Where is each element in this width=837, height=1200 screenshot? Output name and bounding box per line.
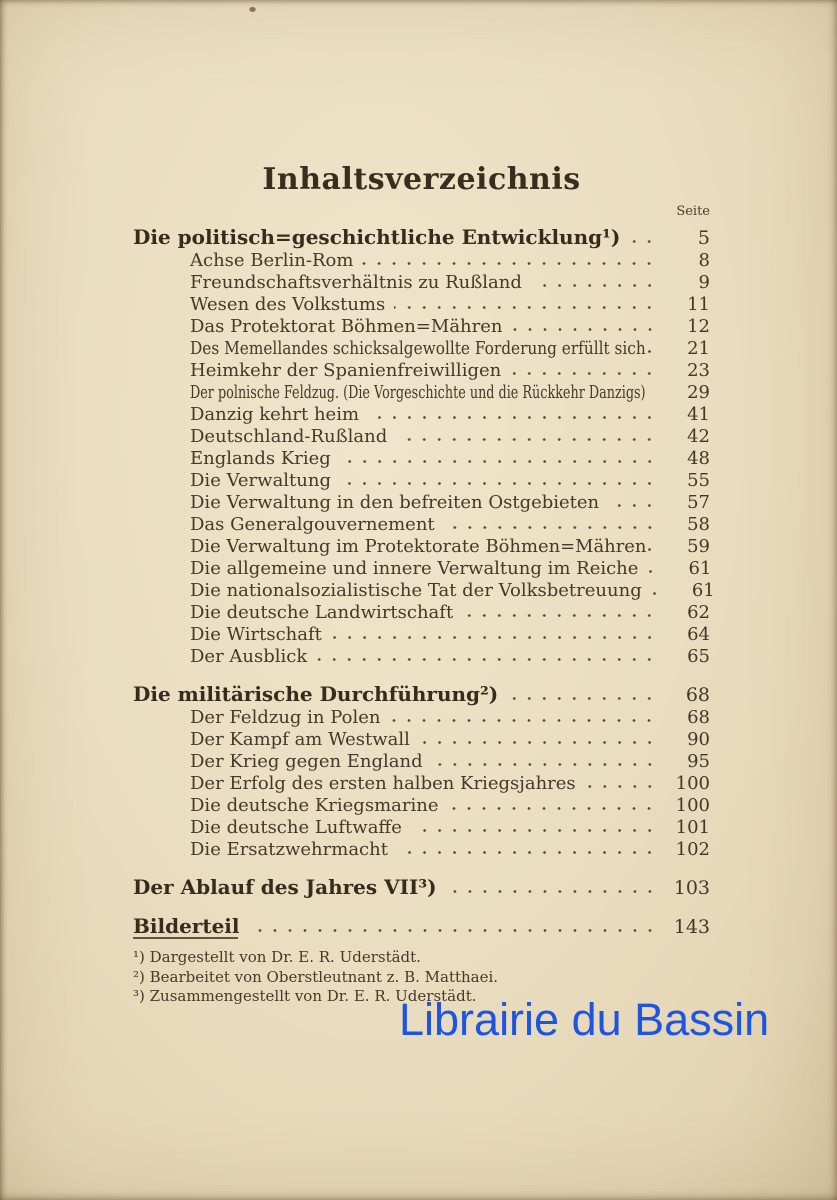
dot-leader bbox=[646, 338, 658, 360]
toc-row bbox=[133, 681, 710, 707]
toc-entry-page: 8 bbox=[698, 250, 710, 271]
toc-entry-page: 61 bbox=[688, 558, 712, 579]
toc-row bbox=[133, 580, 715, 602]
toc-entry-label: Der Erfolg des ersten halben Kriegsjahres bbox=[190, 773, 576, 794]
footnote: ²) Bearbeitet von Oberstleutnant z. B. Matthaei. bbox=[133, 967, 499, 986]
dot-leader bbox=[340, 448, 658, 470]
toc-entry-label: Die deutsche Landwirtschaft bbox=[190, 602, 454, 623]
toc-row bbox=[133, 624, 710, 646]
toc-row bbox=[133, 874, 710, 900]
toc-entry-label: Heimkehr der Spanienfreiwilligen bbox=[190, 360, 502, 381]
toc-entry-label: Das Protektorat Böhmen=Mähren bbox=[190, 316, 503, 337]
toc-entry-page: 62 bbox=[687, 602, 710, 623]
toc-entry-page: 59 bbox=[687, 536, 710, 557]
toc-entry-page: 29 bbox=[687, 382, 710, 403]
toc-row bbox=[133, 448, 710, 470]
toc-entry-page: 9 bbox=[698, 272, 710, 293]
dot-leader bbox=[608, 492, 658, 514]
toc-entry-page: 12 bbox=[687, 316, 710, 337]
toc-row bbox=[133, 382, 710, 404]
toc-entry-label: Die deutsche Luftwaffe bbox=[190, 817, 402, 838]
toc-entry-page: 68 bbox=[685, 684, 710, 706]
dot-leader bbox=[316, 646, 658, 668]
dot-leader bbox=[432, 751, 658, 773]
dot-leader bbox=[419, 729, 658, 751]
toc-entry-label: Die Ersatzwehrmacht bbox=[190, 839, 388, 860]
toc-row bbox=[133, 404, 710, 426]
toc-row bbox=[133, 536, 710, 558]
toc-entry-label: Das Generalgouvernement bbox=[190, 514, 435, 535]
dot-leader bbox=[629, 224, 658, 250]
toc-row bbox=[133, 338, 710, 360]
toc-entry-label: Der Feldzug in Polen bbox=[190, 707, 381, 728]
toc-row bbox=[133, 294, 710, 316]
toc-row bbox=[133, 558, 710, 580]
toc-row bbox=[133, 224, 710, 250]
dot-leader bbox=[512, 316, 659, 338]
dot-leader bbox=[396, 426, 658, 448]
toc-row bbox=[133, 729, 710, 751]
toc-entry-label: Die Verwaltung im Protektorate Böhmen=Mähren bbox=[190, 536, 647, 557]
toc-entry-label: Bilderteil bbox=[133, 914, 240, 938]
dot-leader bbox=[646, 536, 658, 558]
toc-entry-label: Des Memellandes schicksalgewollte Forderung erfüllt sich bbox=[190, 338, 646, 359]
toc-entry-label: Freundschaftsverhältnis zu Rußland bbox=[190, 272, 522, 293]
dot-leader bbox=[331, 624, 658, 646]
toc-entry-label: Englands Krieg bbox=[190, 448, 331, 469]
toc-row bbox=[133, 773, 710, 795]
toc-entry-page: 57 bbox=[687, 492, 710, 513]
dot-leader bbox=[340, 470, 658, 492]
dot-leader bbox=[531, 272, 658, 294]
toc-entry-label: Die politisch=geschichtliche Entwicklung¹) bbox=[133, 225, 621, 249]
toc-row bbox=[133, 514, 710, 536]
toc-entry-page: 5 bbox=[697, 227, 710, 249]
toc-row bbox=[133, 839, 710, 861]
footnote-rule bbox=[133, 937, 238, 939]
toc-entry-label: Deutschland-Rußland bbox=[190, 426, 388, 447]
dot-leader bbox=[397, 839, 658, 861]
toc-entry-page: 23 bbox=[687, 360, 710, 381]
toc-entry-page: 48 bbox=[687, 448, 710, 469]
toc-entry-page: 58 bbox=[687, 514, 710, 535]
footnote: ³) Zusammengestellt von Dr. E. R. Uderstädt. bbox=[133, 987, 477, 1006]
toc-entry-page: 68 bbox=[687, 707, 710, 728]
toc-row bbox=[133, 316, 710, 338]
toc-row bbox=[133, 751, 710, 773]
dot-leader bbox=[447, 795, 658, 817]
toc-entry-label: Achse Berlin-Rom bbox=[190, 250, 354, 271]
dot-leader bbox=[462, 602, 658, 624]
toc-section bbox=[133, 224, 715, 668]
toc-entry-page: 95 bbox=[687, 751, 710, 772]
toc-entry-page: 65 bbox=[687, 646, 710, 667]
dot-leader bbox=[647, 558, 659, 580]
toc-row bbox=[133, 470, 710, 492]
toc-entry-page: 55 bbox=[687, 470, 710, 491]
toc-entry-page: 42 bbox=[687, 426, 710, 447]
page-title: Inhaltsverzeichnis bbox=[262, 162, 581, 197]
toc-section bbox=[133, 681, 710, 861]
toc-entry-label: Die Verwaltung in den befreiten Ostgebieten bbox=[190, 492, 600, 513]
toc-entry-page: 64 bbox=[687, 624, 710, 645]
dot-leader bbox=[249, 913, 658, 939]
toc-entry-page: 100 bbox=[675, 773, 710, 794]
toc-entry-label: Der Kampf am Westwall bbox=[190, 729, 410, 750]
toc-row bbox=[133, 250, 710, 272]
footnote: ¹) Dargestellt von Dr. E. R. Uderstädt. bbox=[133, 948, 421, 966]
toc-section bbox=[133, 874, 710, 900]
toc-entry-label: Die nationalsozialistische Tat der Volksbetreuung bbox=[190, 580, 642, 601]
dot-leader bbox=[368, 404, 658, 426]
dot-leader bbox=[444, 514, 658, 536]
toc-row bbox=[133, 707, 710, 729]
toc-entry-page: 103 bbox=[673, 877, 710, 899]
toc-entry-label: Die allgemeine und innere Verwaltung im Reiche bbox=[190, 558, 639, 579]
toc-row bbox=[133, 817, 710, 839]
toc-entry-label: Der Krieg gegen England bbox=[190, 751, 423, 772]
toc-entry-label: Der Ablauf des Jahres VII³) bbox=[133, 875, 437, 899]
toc-row bbox=[133, 913, 710, 939]
dot-leader bbox=[646, 382, 658, 404]
watermark: Librairie du Bassin bbox=[399, 994, 770, 1045]
dot-leader bbox=[411, 817, 658, 839]
toc-entry-page: 143 bbox=[673, 916, 710, 938]
dot-leader bbox=[446, 874, 658, 900]
toc-entry-page: 102 bbox=[675, 839, 710, 860]
toc-entry-label: Die militärische Durchführung²) bbox=[133, 682, 499, 706]
toc-entry-label: Danzig kehrt heim bbox=[190, 404, 360, 425]
toc-entry-page: 11 bbox=[687, 294, 710, 315]
toc-row bbox=[133, 646, 710, 668]
toc-entry-label: Wesen des Volkstums bbox=[190, 294, 386, 315]
toc-row bbox=[133, 272, 710, 294]
toc-entry-page: 61 bbox=[691, 580, 715, 601]
dot-leader bbox=[389, 707, 658, 729]
dot-leader bbox=[510, 360, 658, 382]
toc-entry-label: Die Verwaltung bbox=[190, 470, 332, 491]
toc-row bbox=[133, 795, 710, 817]
toc-entry-page: 100 bbox=[675, 795, 710, 816]
toc-entry-page: 41 bbox=[687, 404, 710, 425]
toc-row bbox=[133, 360, 710, 382]
dot-leader bbox=[394, 294, 658, 316]
dot-leader bbox=[585, 773, 658, 795]
dot-leader bbox=[651, 580, 663, 602]
toc-entry-page: 21 bbox=[687, 338, 710, 359]
toc-entry-label: Der Ausblick bbox=[190, 646, 308, 667]
toc-row bbox=[133, 426, 710, 448]
toc-entry-page: 90 bbox=[687, 729, 710, 750]
toc-row bbox=[133, 602, 710, 624]
toc-entry-label: Die Wirtschaft bbox=[190, 624, 322, 645]
toc-entry-label: Der polnische Feldzug. (Die Vorgeschichte und die Rückkehr Danzigs) bbox=[190, 382, 646, 403]
toc-entry-label: Die deutsche Kriegsmarine bbox=[190, 795, 439, 816]
dot-leader bbox=[362, 250, 658, 272]
toc bbox=[133, 224, 715, 939]
toc-section bbox=[133, 913, 710, 939]
dot-leader bbox=[507, 681, 658, 707]
page-column-header: Seite bbox=[676, 204, 710, 219]
toc-row bbox=[133, 492, 710, 514]
toc-entry-page: 101 bbox=[675, 817, 710, 838]
